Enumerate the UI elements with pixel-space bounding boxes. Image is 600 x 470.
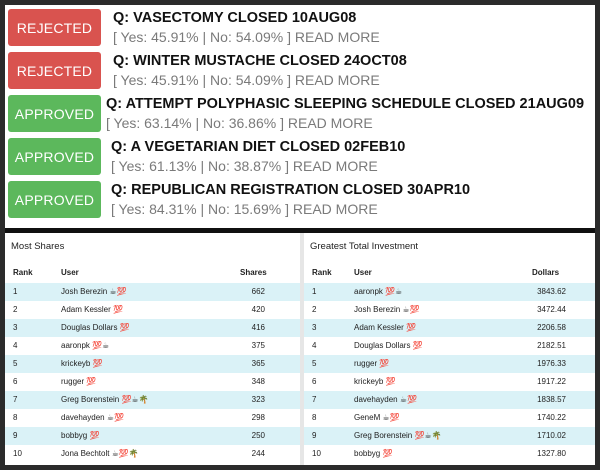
user-cell[interactable]: krickeyb 💯 (61, 359, 103, 368)
vote-percentages: [ Yes: 84.31% | No: 15.69% ] (111, 201, 289, 217)
rank-cell: 5 (13, 359, 18, 368)
vote-result (111, 158, 378, 174)
value-cell: 662 (251, 287, 265, 296)
vote-results-panel (5, 5, 595, 228)
vote-result (113, 29, 380, 45)
rank-header: Rank (312, 268, 332, 277)
user-cell[interactable]: GeneM ☕💯 (354, 413, 400, 422)
table-row (304, 409, 595, 427)
user-cell[interactable]: bobbyg 💯 (354, 449, 393, 458)
value-cell: 2182.51 (537, 341, 566, 350)
shares-header: Shares (240, 268, 267, 277)
table-row (5, 319, 300, 337)
vote-item (5, 93, 595, 133)
value-cell: 375 (251, 341, 265, 350)
panel-title: Greatest Total Investment (310, 241, 419, 252)
user-cell[interactable]: aaronpk 💯☕ (354, 287, 403, 296)
rank-cell: 10 (13, 449, 22, 458)
user-cell[interactable]: Greg Borenstein 💯☕🌴 (61, 395, 149, 404)
read-more-link[interactable]: READ MORE (294, 29, 380, 45)
table-row (304, 355, 595, 373)
rank-cell: 8 (13, 413, 18, 422)
status-badge: REJECTED (8, 52, 101, 89)
user-cell[interactable]: davehayden ☕💯 (61, 413, 124, 422)
vote-item (5, 7, 595, 47)
value-cell: 420 (251, 305, 265, 314)
rank-cell: 9 (312, 431, 317, 440)
value-cell: 250 (251, 431, 265, 440)
value-cell: 1976.33 (537, 359, 566, 368)
rank-cell: 5 (312, 359, 317, 368)
user-cell[interactable]: rugger 💯 (354, 359, 390, 368)
rank-cell: 4 (312, 341, 317, 350)
vote-percentages: [ Yes: 45.91% | No: 54.09% ] (113, 72, 291, 88)
rank-cell: 2 (312, 305, 317, 314)
user-cell[interactable]: Adam Kessler 💯 (354, 323, 416, 332)
table-row (5, 355, 300, 373)
rank-cell: 2 (13, 305, 18, 314)
most-shares-panel (5, 233, 300, 465)
status-badge: APPROVED (8, 181, 101, 218)
value-cell: 1710.02 (537, 431, 566, 440)
value-cell: 3843.62 (537, 287, 566, 296)
user-cell[interactable]: bobbyg 💯 (61, 431, 100, 440)
status-badge: APPROVED (8, 95, 101, 132)
table-row (304, 283, 595, 301)
value-cell: 244 (251, 449, 265, 458)
table-row (5, 445, 300, 463)
user-header: User (61, 268, 79, 277)
status-badge: APPROVED (8, 138, 101, 175)
vote-item (5, 136, 595, 176)
user-header: User (354, 268, 372, 277)
read-more-link[interactable]: READ MORE (292, 201, 378, 217)
table-header (5, 265, 300, 283)
table-row (5, 301, 300, 319)
user-cell[interactable]: Josh Berezin ☕💯 (61, 287, 127, 296)
rank-cell: 1 (13, 287, 18, 296)
user-cell[interactable]: Adam Kessler 💯 (61, 305, 123, 314)
rank-cell: 7 (312, 395, 317, 404)
user-cell[interactable]: Greg Borenstein 💯☕🌴 (354, 431, 442, 440)
table-row (5, 391, 300, 409)
rank-cell: 3 (13, 323, 18, 332)
read-more-link[interactable]: READ MORE (294, 72, 380, 88)
read-more-link[interactable]: READ MORE (292, 158, 378, 174)
vote-result (113, 72, 380, 88)
question-title: Q: REPUBLICAN REGISTRATION CLOSED 30APR10 (111, 182, 471, 198)
status-badge: REJECTED (8, 9, 101, 46)
user-cell[interactable]: Jona Bechtolt ☕💯🌴 (61, 449, 139, 458)
vote-item (5, 179, 595, 219)
rank-header: Rank (13, 268, 33, 277)
rank-cell: 4 (13, 341, 18, 350)
value-cell: 416 (251, 323, 265, 332)
user-cell[interactable]: krickeyb 💯 (354, 377, 396, 386)
user-cell[interactable]: davehayden ☕💯 (354, 395, 417, 404)
value-cell: 2206.58 (537, 323, 566, 332)
table-row (5, 283, 300, 301)
table-row (304, 445, 595, 463)
value-cell: 1740.22 (537, 413, 566, 422)
question-title: Q: WINTER MUSTACHE CLOSED 24OCT08 (113, 53, 407, 69)
table-header (304, 265, 595, 283)
panel-title: Most Shares (11, 241, 65, 252)
table-row (5, 409, 300, 427)
question-title: Q: A VEGETARIAN DIET CLOSED 02FEB10 (111, 139, 406, 155)
rank-cell: 1 (312, 287, 317, 296)
dollars-header: Dollars (532, 268, 560, 277)
vote-result (106, 115, 373, 131)
vote-percentages: [ Yes: 63.14% | No: 36.86% ] (106, 115, 284, 131)
user-cell[interactable]: aaronpk 💯☕ (61, 341, 110, 350)
user-cell[interactable]: Douglas Dollars 💯 (61, 323, 130, 332)
user-cell[interactable]: Josh Berezin ☕💯 (354, 305, 420, 314)
value-cell: 348 (251, 377, 265, 386)
rank-cell: 3 (312, 323, 317, 332)
table-row (5, 337, 300, 355)
value-cell: 298 (251, 413, 265, 422)
vote-result (111, 201, 378, 217)
value-cell: 323 (251, 395, 265, 404)
question-title: Q: VASECTOMY CLOSED 10AUG08 (113, 10, 357, 26)
vote-percentages: [ Yes: 45.91% | No: 54.09% ] (113, 29, 291, 45)
vote-item (5, 50, 595, 90)
question-title: Q: ATTEMPT POLYPHASIC SLEEPING SCHEDULE CLOSED 21AUG09 (106, 96, 585, 112)
rank-cell: 6 (312, 377, 317, 386)
read-more-link[interactable]: READ MORE (287, 115, 373, 131)
vote-percentages: [ Yes: 61.13% | No: 38.87% ] (111, 158, 289, 174)
rank-cell: 7 (13, 395, 18, 404)
rank-cell: 8 (312, 413, 317, 422)
greatest-investment-panel (304, 233, 595, 465)
screenshot-frame (5, 5, 595, 465)
rank-cell: 6 (13, 377, 18, 386)
table-row (304, 427, 595, 445)
rank-cell: 9 (13, 431, 18, 440)
value-cell: 1917.22 (537, 377, 566, 386)
user-cell[interactable]: Douglas Dollars 💯 (354, 341, 423, 350)
table-row (5, 373, 300, 391)
value-cell: 365 (251, 359, 265, 368)
table-row (304, 319, 595, 337)
value-cell: 1327.80 (537, 449, 566, 458)
table-row (304, 301, 595, 319)
user-cell[interactable]: rugger 💯 (61, 377, 97, 386)
value-cell: 1838.57 (537, 395, 566, 404)
leaderboards (5, 233, 595, 465)
table-row (304, 337, 595, 355)
table-row (304, 373, 595, 391)
rank-cell: 10 (312, 449, 321, 458)
table-row (5, 427, 300, 445)
table-row (304, 391, 595, 409)
value-cell: 3472.44 (537, 305, 566, 314)
